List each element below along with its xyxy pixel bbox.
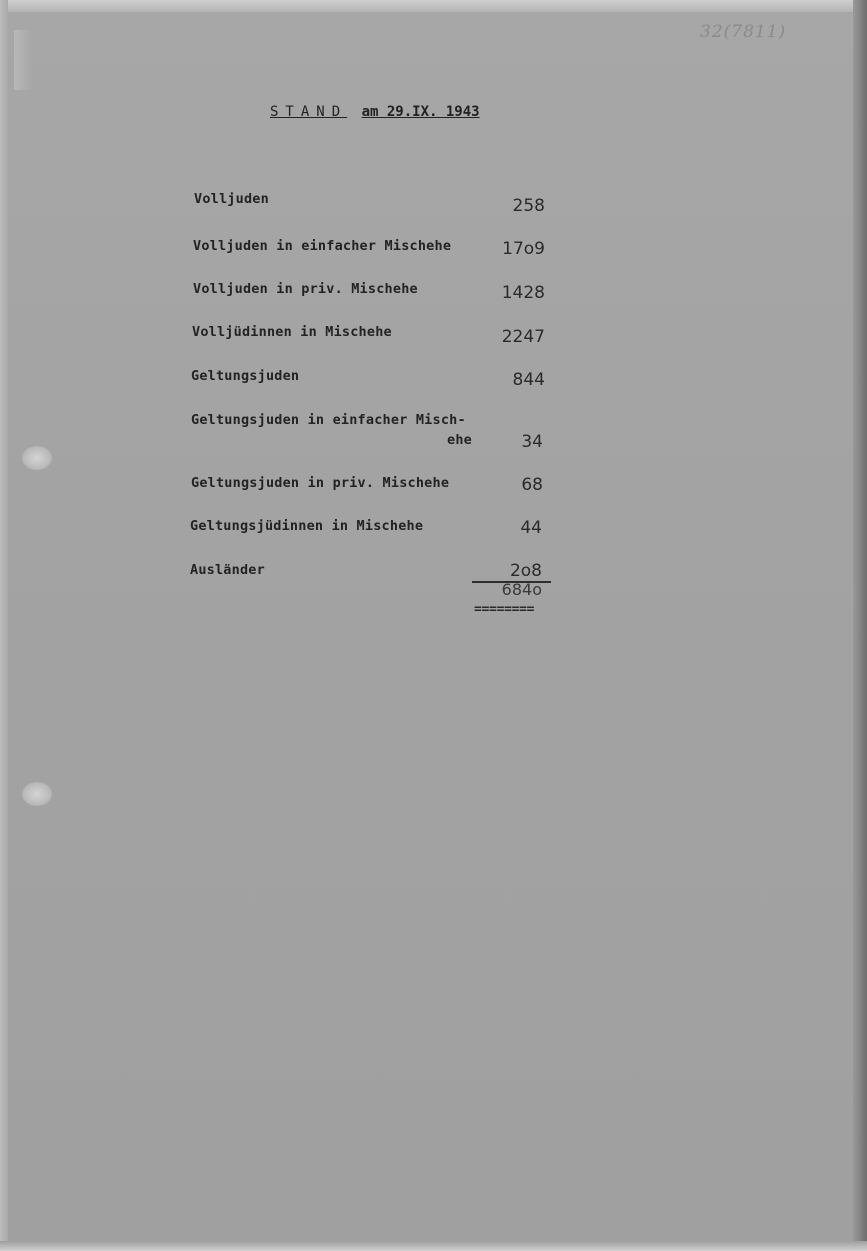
row-label-auslaender: Ausländer xyxy=(190,562,265,578)
punch-hole-bottom xyxy=(22,782,52,806)
row-value-volljuden-priv-mischehe: 1428 xyxy=(501,283,545,303)
row-value-volljuedinnen-mischehe: 2247 xyxy=(501,327,545,347)
punch-hole-top xyxy=(22,446,52,470)
row-label-geltungsjuedinnen-mischehe: Geltungsjüdinnen in Mischehe xyxy=(190,518,424,534)
paper-left-edge xyxy=(0,0,8,1251)
heading-stand: STAND xyxy=(270,104,348,120)
row-label-geltungsjuden-einfache-mischehe-cont: ehe xyxy=(447,432,472,448)
row-value-geltungsjuedinnen-mischehe: 44 xyxy=(520,518,542,538)
archive-number: 32(7811) xyxy=(700,22,787,42)
paper-right-edge xyxy=(853,0,867,1251)
page-title xyxy=(270,104,480,120)
row-value-auslaender: 2o8 xyxy=(509,561,542,581)
row-label-volljuden-einfache-mischehe: Volljuden in einfacher Mischehe xyxy=(193,238,452,254)
row-value-volljuden: 258 xyxy=(512,196,545,216)
row-value-volljuden-einfache-mischehe: 17o9 xyxy=(502,239,545,259)
row-value-geltungsjuden-priv-mischehe: 68 xyxy=(521,475,543,495)
corner-tear-mark xyxy=(14,30,32,90)
total-value: 684o xyxy=(501,580,542,599)
heading-date: am 29.IX. 1943 xyxy=(361,104,480,120)
row-label-geltungsjuden-priv-mischehe: Geltungsjuden in priv. Mischehe xyxy=(191,475,450,491)
row-value-geltungsjuden: 844 xyxy=(512,370,545,390)
row-label-geltungsjuden-einfache-mischehe: Geltungsjuden in einfacher Misch- xyxy=(191,412,466,428)
double-rule: ======== xyxy=(474,602,535,617)
row-label-volljuedinnen-mischehe: Volljüdinnen in Mischehe xyxy=(192,324,392,340)
row-label-volljuden-priv-mischehe: Volljuden in priv. Mischehe xyxy=(193,281,418,297)
paper-top-edge xyxy=(0,0,867,12)
row-value-geltungsjuden-einfache-mischehe: 34 xyxy=(521,432,543,452)
paper-bottom-edge xyxy=(0,1241,867,1251)
row-label-volljuden: Volljuden xyxy=(194,191,269,207)
row-label-geltungsjuden: Geltungsjuden xyxy=(191,368,300,384)
